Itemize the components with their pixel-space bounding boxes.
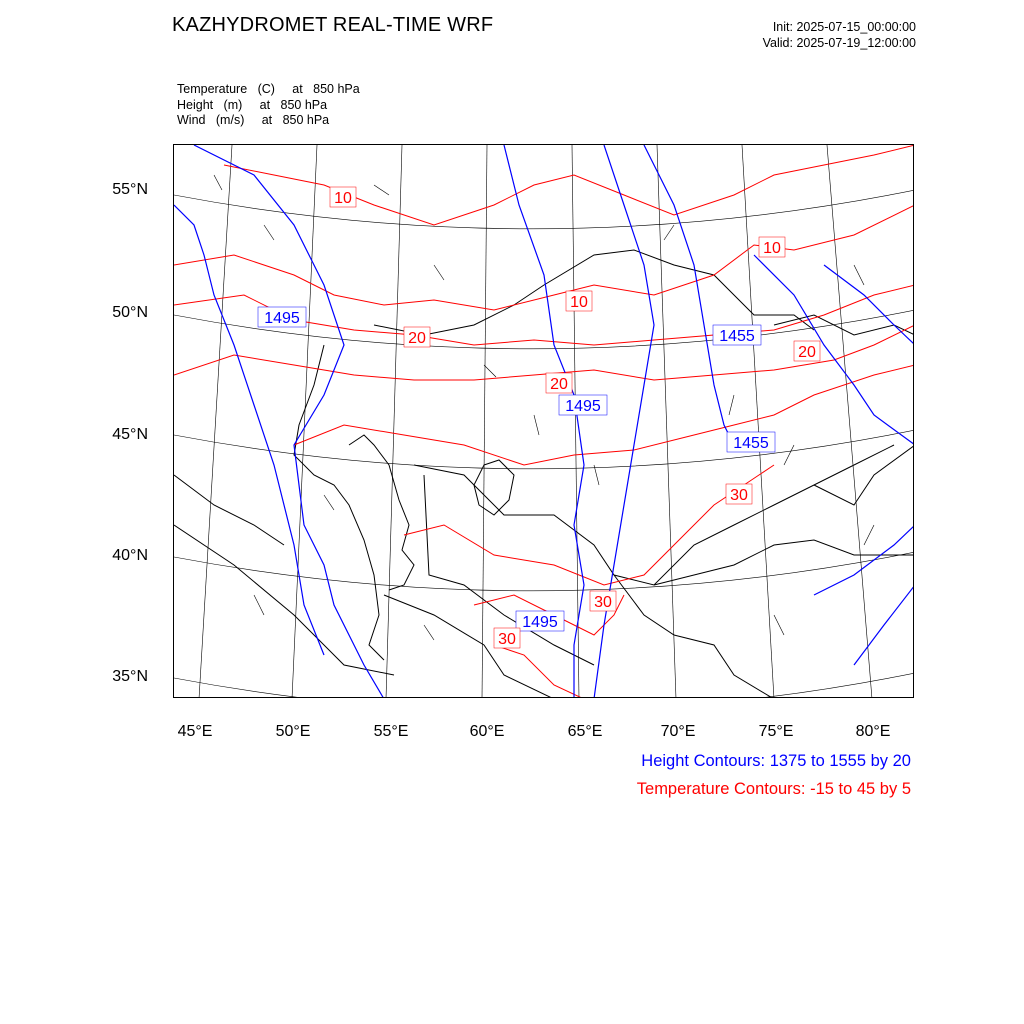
chart-title: KAZHYDROMET REAL-TIME WRF <box>172 14 494 36</box>
temp-label: 20 <box>798 344 816 361</box>
wind-barb <box>854 265 864 285</box>
meridian-70 <box>657 145 676 698</box>
field-description <box>177 82 360 129</box>
wind-barb <box>784 445 794 465</box>
height-legend: Height Contours: 1375 to 1555 by 20 <box>641 752 911 770</box>
caucasus <box>174 475 284 545</box>
height-label: 1455 <box>733 435 769 452</box>
wind-barb <box>324 495 334 510</box>
kyrgyz-border <box>654 540 914 585</box>
temp-label: 30 <box>730 487 748 504</box>
meridian-45 <box>199 145 232 698</box>
height-contour <box>594 145 654 698</box>
lon-label-60: 60°E <box>469 723 505 740</box>
temp-label: 30 <box>594 594 612 611</box>
lat-label-40: 40°N <box>112 547 148 564</box>
height-contour <box>174 205 324 655</box>
parallel-40 <box>174 552 914 591</box>
height-contour <box>644 145 734 445</box>
temp-label: 10 <box>570 294 588 311</box>
height-contour <box>854 585 914 665</box>
tajik-border <box>614 575 774 698</box>
wind-barb <box>424 625 434 640</box>
temp-label: 10 <box>334 190 352 207</box>
init-time: Init: 2025-07-15_00:00:00 <box>772 20 916 34</box>
temp-label: 10 <box>763 240 781 257</box>
lon-label-50: 50°E <box>275 723 311 740</box>
run-info <box>700 19 916 51</box>
wind-barb <box>774 615 784 635</box>
wind-barb <box>214 175 222 190</box>
lon-label-65: 65°E <box>567 723 603 740</box>
lat-label-35: 35°N <box>112 668 148 685</box>
field-temperature: Temperature (C) at 850 hPa <box>177 82 360 96</box>
lon-label-45: 45°E <box>177 723 213 740</box>
wind-barb <box>594 465 599 485</box>
lon-label-55: 55°E <box>373 723 409 740</box>
kazakhstan-north-border <box>374 250 814 335</box>
kazakhstan-south-border <box>414 445 894 585</box>
wind-barb <box>534 415 539 435</box>
map-panel <box>173 144 914 698</box>
temp-contour <box>224 145 914 225</box>
turkmen-border <box>384 595 554 698</box>
height-label: 1495 <box>264 310 300 327</box>
wind-barb <box>729 395 734 415</box>
contour-labels <box>258 187 820 648</box>
lon-label-70: 70°E <box>660 723 696 740</box>
height-contour <box>194 145 384 698</box>
wind-barb <box>864 525 874 545</box>
temp-label: 30 <box>498 631 516 648</box>
temperature-legend: Temperature Contours: -15 to 45 by 5 <box>636 780 911 798</box>
temp-label: 20 <box>550 376 568 393</box>
wind-barb <box>254 595 264 615</box>
wind-barb <box>664 225 674 240</box>
meridian-80 <box>827 145 872 698</box>
lon-label-80: 80°E <box>855 723 891 740</box>
lat-label-55: 55°N <box>112 181 148 198</box>
wind-barb <box>484 365 496 377</box>
height-contour <box>814 525 914 595</box>
parallel-45 <box>174 430 914 469</box>
height-contour <box>754 255 914 445</box>
china-border <box>814 445 914 505</box>
map-canvas <box>174 145 914 698</box>
russia-mongolia <box>774 315 914 335</box>
iran-border <box>174 525 394 675</box>
valid-time: Valid: 2025-07-19_12:00:00 <box>762 36 916 50</box>
meridian-55 <box>386 145 402 698</box>
field-height: Height (m) at 850 hPa <box>177 97 328 112</box>
lat-label-45: 45°N <box>112 426 148 443</box>
temp-contour <box>404 465 774 585</box>
caspian-east-coast <box>349 435 414 590</box>
temp-label: 20 <box>408 330 426 347</box>
wind-barb <box>374 185 389 195</box>
lat-label-50: 50°N <box>112 304 148 321</box>
height-label: 1455 <box>719 328 755 345</box>
wind-barb <box>434 265 444 280</box>
lon-label-75: 75°E <box>758 723 794 740</box>
height-label: 1495 <box>565 398 601 415</box>
temp-contour <box>174 205 914 310</box>
wind-barb <box>264 225 274 240</box>
parallel-55 <box>174 190 914 229</box>
height-label: 1495 <box>522 614 558 631</box>
field-wind: Wind (m/s) at 850 hPa <box>177 113 330 127</box>
